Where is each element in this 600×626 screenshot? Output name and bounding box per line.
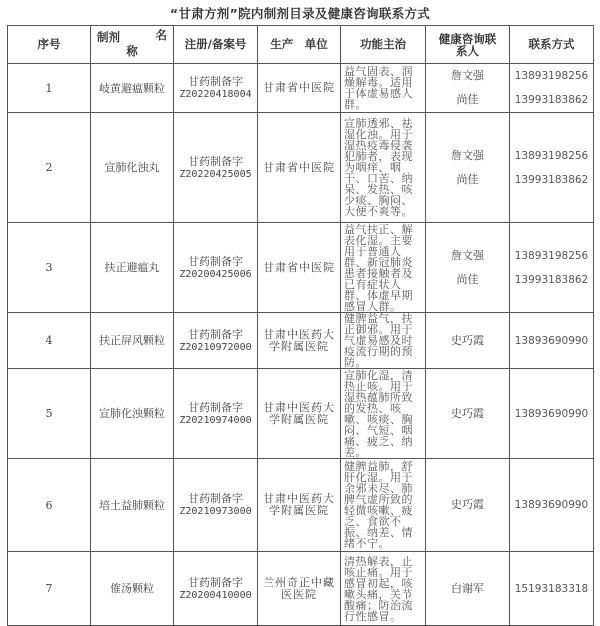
- phone-number[interactable]: 13893198256: [514, 249, 589, 262]
- row-func: 健脾益气，扶正御邪。用于气虚易感及时疫流行期的预防。: [341, 313, 426, 369]
- reg-prefix: 甘药制备字: [188, 492, 243, 505]
- table-row: [8, 313, 594, 369]
- reg-code: Z20210973000: [179, 506, 252, 517]
- reg-prefix: 甘药制备字: [188, 575, 243, 589]
- row-name: 扶正屏风颗粒: [91, 313, 174, 369]
- row-reg: [174, 313, 258, 369]
- header-reg: 注册/备案号: [174, 26, 258, 64]
- row-contacts: [426, 113, 510, 223]
- row-name: 宣肺化浊颗粒: [91, 369, 174, 459]
- row-contacts: [426, 313, 510, 369]
- row-contacts: [426, 369, 510, 459]
- contact-name: 白谢军: [451, 581, 484, 595]
- reg-prefix: 甘药制备字: [188, 327, 243, 341]
- row-contacts: [426, 223, 510, 313]
- header-name-part1: 制剂: [97, 29, 120, 44]
- header-phone: 联系方式: [510, 26, 594, 64]
- header-seq: 序号: [8, 26, 91, 64]
- row-seq: 1: [8, 64, 91, 113]
- row-func: 宣肺化湿，清热止咳。用于湿热蕴肺所致的发热、咳嗽、咳痰、胸闷、气短、咽痛、疲乏、纳差。: [341, 369, 426, 459]
- table-row: [8, 223, 594, 313]
- contact-name: 詹文强: [451, 69, 484, 82]
- row-name: 宣肺化浊丸: [91, 113, 174, 223]
- row-name: 扶正避瘟丸: [91, 223, 174, 313]
- phone-number[interactable]: 13993183862: [514, 94, 589, 106]
- header-unit: 生产 单位: [258, 26, 341, 64]
- table-row: [8, 113, 594, 223]
- header-consult: 健康咨询联系人: [426, 26, 510, 64]
- reg-code: Z20200410000: [179, 589, 252, 601]
- header-name: [91, 26, 174, 64]
- row-unit: 兰州奇正中藏医医院: [258, 552, 341, 626]
- row-seq: 3: [8, 223, 91, 313]
- phone-number[interactable]: 13893198256: [514, 149, 589, 162]
- reg-code: Z20210972000: [179, 341, 252, 353]
- phone-number[interactable]: 13993183862: [514, 273, 589, 286]
- row-seq: 7: [8, 552, 91, 626]
- header-row: [8, 26, 594, 64]
- row-func: 健脾益肺，舒肝化湿。用于余邪未尽、肺脾气虚所致的轻微咳嗽、疲乏、食欲不振、纳差、情绪不宁。: [341, 459, 426, 552]
- row-phones: [510, 313, 594, 369]
- reg-code: Z20200425006: [179, 268, 252, 280]
- contact-name: 尚佳: [456, 272, 479, 286]
- phone-number[interactable]: 13993183862: [514, 173, 589, 186]
- reg-prefix: 甘药制备字: [188, 154, 243, 168]
- table-row: [8, 459, 594, 552]
- row-func: 益气固表、润燥解毒。适用于体虚易感人群。: [341, 64, 426, 113]
- row-phones: [510, 459, 594, 552]
- contact-name: 史巧霞: [451, 333, 484, 347]
- row-phones: [510, 113, 594, 223]
- phone-number[interactable]: 13893690990: [514, 334, 589, 347]
- contact-name: 詹文强: [451, 248, 484, 262]
- contact-name: 詹文强: [451, 148, 484, 162]
- table-row: [8, 369, 594, 459]
- row-unit: 甘肃中医药大学附属医院: [258, 459, 341, 552]
- row-reg: [174, 552, 258, 626]
- row-phones: [510, 64, 594, 113]
- header-name-part2: 名: [155, 27, 167, 42]
- document-title: “甘肃方剂”院内制剂目录及健康咨询联系方式: [169, 6, 431, 21]
- header-func: 功能主治: [341, 26, 426, 64]
- preparation-table: [7, 25, 594, 626]
- row-name: 培土益肺颗粒: [91, 459, 174, 552]
- header-name-part3: 称: [126, 43, 138, 58]
- row-reg: [174, 459, 258, 552]
- row-func: 清热解表，止咳止痛。用于感冒初起，咳嗽头痛，关节酸痛；防治流行性感冒。: [341, 552, 426, 626]
- contact-name: 史巧霞: [451, 498, 484, 511]
- row-phones: [510, 552, 594, 626]
- row-phones: [510, 223, 594, 313]
- reg-prefix: 甘药制备字: [188, 254, 243, 268]
- row-unit: 甘肃中医药大学附属医院: [258, 369, 341, 459]
- phone-number[interactable]: 13893690990: [514, 407, 589, 420]
- table-row: [8, 552, 594, 626]
- contact-name: 尚佳: [456, 172, 479, 186]
- row-contacts: [426, 552, 510, 626]
- phone-number[interactable]: 15193183318: [514, 582, 589, 595]
- row-func: 益气扶正、解表化湿。主要用于普通人群、新冠肺炎患者接触者及已有症状人群、体虚早期感冒人群。: [341, 223, 426, 313]
- phone-number[interactable]: 13893198256: [514, 70, 589, 82]
- row-unit: 甘肃省中医院: [258, 64, 341, 113]
- row-seq: 5: [8, 369, 91, 459]
- reg-prefix: 甘药制备字: [188, 75, 243, 88]
- row-unit: 甘肃省中医院: [258, 223, 341, 313]
- row-reg: [174, 64, 258, 113]
- row-seq: 2: [8, 113, 91, 223]
- reg-prefix: 甘药制备字: [188, 400, 243, 414]
- row-reg: [174, 223, 258, 313]
- row-unit: 甘肃省中医院: [258, 113, 341, 223]
- reg-code: Z20210974000: [179, 414, 252, 426]
- reg-code: Z20220425005: [179, 168, 252, 180]
- row-contacts: [426, 459, 510, 552]
- phone-number[interactable]: 13893690990: [514, 499, 589, 511]
- reg-code: Z20220418004: [179, 89, 252, 100]
- row-contacts: [426, 64, 510, 113]
- row-unit: 甘肃中医药大学附属医院: [258, 313, 341, 369]
- row-seq: 6: [8, 459, 91, 552]
- table-row: [8, 64, 594, 113]
- row-seq: 4: [8, 313, 91, 369]
- row-phones: [510, 369, 594, 459]
- row-name: 傕汤颗粒: [91, 552, 174, 626]
- row-func: 宣肺透邪、祛湿化浊。用于湿热疫毒侵袭犯肺者，表现为咽痒、咽干、口苦、纳呆、发热、咳少痰、胸闷、大便不爽等。: [341, 113, 426, 223]
- row-name: 岐黄避瘟颗粒: [91, 64, 174, 113]
- row-reg: [174, 113, 258, 223]
- contact-name: 尚佳: [456, 93, 479, 106]
- contact-name: 史巧霞: [451, 406, 484, 420]
- row-reg: [174, 369, 258, 459]
